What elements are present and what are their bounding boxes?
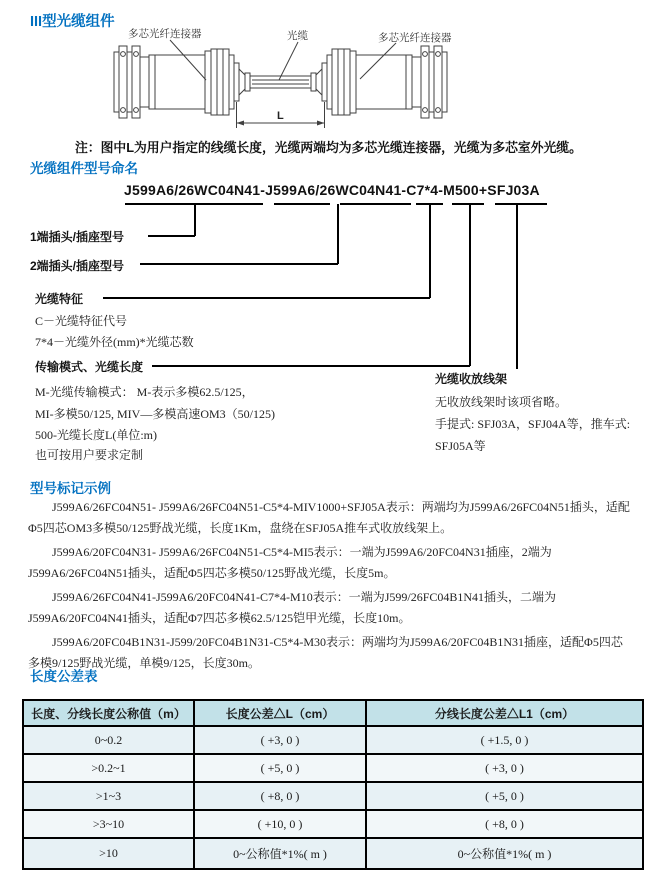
- cable-label: 光缆: [287, 30, 308, 42]
- table-cell: ( +10, 0 ): [194, 810, 366, 838]
- table-cell: ( +1.5, 0 ): [366, 726, 643, 754]
- cable-feature-line2: 7*4－光缆外径(mm)*光缆芯数: [35, 335, 194, 349]
- cable-feature-line1: C－光缆特征代号: [35, 314, 128, 328]
- model-breakdown-diagram: [0, 180, 659, 465]
- transmission-line3: 500-光缆长度L(单位:m): [35, 428, 157, 442]
- table-cell: 0~0.2: [23, 726, 194, 754]
- figure-note: 注：图中L为用户指定的线缆长度，光缆两端均为多芯光缆连接器，光缆为多芯室外光缆。: [75, 140, 582, 155]
- right-connector-label: 多芯光纤连接器: [378, 32, 452, 44]
- table-cell: >0.2~1: [23, 754, 194, 782]
- col-header-branch-tolerance: 分线长度公差△L1（cm）: [366, 700, 643, 726]
- page-title: III型光缆组件: [30, 14, 115, 30]
- example-paragraph: J599A6/20FC04N31- J599A6/26FC04N51-C5*4-MI5表示：一端为J599A6/20FC04N31插座，2端为J599A6/26FC04N51插头，适配Φ5四芯多模50/125野战光缆，长度5m。: [28, 545, 552, 580]
- reel-title: 光缆收放线架: [435, 372, 508, 386]
- cable-feature-title: 光缆特征: [35, 292, 84, 306]
- model-number: J599A6/26WC04N41-J599A6/26WC04N41-C7*4-M500+SFJ03A: [124, 182, 540, 198]
- example-paragraph: J599A6/26FC04N51- J599A6/26FC04N51-C5*4-MIV1000+SFJ05A表示：两端均为J599A6/26FC04N51插头，适配Φ5四芯OM3多模50/125野战光缆，长度1Km，盘绕在SFJ05A推车式收放线架上。: [28, 500, 630, 535]
- table-cell: >1~3: [23, 782, 194, 810]
- transmission-line1: M-光缆传输模式： M-表示多模62.5/125，: [35, 385, 254, 399]
- left-connector-label: 多芯光纤连接器: [128, 28, 202, 40]
- table-row: [23, 754, 643, 782]
- table-row: [23, 782, 643, 810]
- end1-connector-label: 1端插头/插座型号: [30, 230, 125, 244]
- col-header-nominal-length: 长度、分线长度公称值（m）: [23, 700, 194, 726]
- examples-section-heading: 型号标记示例: [30, 481, 111, 496]
- table-row: [23, 838, 643, 869]
- right-connector: [311, 46, 447, 118]
- transmission-title: 传输模式、光缆长度: [35, 360, 144, 374]
- table-cell: ( +8, 0 ): [194, 782, 366, 810]
- table-header-row: [23, 700, 643, 726]
- example-paragraph: J599A6/26FC04N41-J599A6/20FC04N41-C7*4-M10表示：一端为J599/26FC04B1N41插头，二端为J599A6/20FC04N41插头，适配Φ7四芯多模62.5/125铠甲光缆，长度10m。: [28, 590, 557, 625]
- table-cell: ( +3, 0 ): [366, 754, 643, 782]
- table-cell: ( +5, 0 ): [194, 754, 366, 782]
- table-cell: 0~公称值*1%( m ): [194, 838, 366, 869]
- reel-line3: SFJ05A等: [435, 439, 486, 453]
- examples-block: [28, 497, 634, 677]
- table-cell: ( +8, 0 ): [366, 810, 643, 838]
- tolerance-section-heading: 长度公差表: [30, 669, 98, 684]
- table-cell: >3~10: [23, 810, 194, 838]
- length-tolerance-table: [22, 699, 644, 870]
- left-connector: [114, 46, 250, 118]
- transmission-line4: 也可按用户要求定制: [35, 448, 144, 462]
- reel-line2: 手提式: SFJ03A，SFJ04A等，推车式:: [435, 417, 631, 431]
- col-header-length-tolerance: 长度公差△L（cm）: [194, 700, 366, 726]
- end2-connector-label: 2端插头/插座型号: [30, 259, 125, 273]
- table-cell: 0~公称值*1%( m ): [366, 838, 643, 869]
- dimension-label: L: [277, 110, 284, 122]
- naming-section-heading: 光缆组件型号命名: [30, 161, 138, 176]
- transmission-line2: MI-多模50/125, MIV—多模高速OM3（50/125): [35, 407, 275, 421]
- table-cell: >10: [23, 838, 194, 869]
- table-cell: ( +3, 0 ): [194, 726, 366, 754]
- table-row: [23, 810, 643, 838]
- reel-line1: 无收放线架时该项省略。: [435, 395, 568, 409]
- table-cell: ( +5, 0 ): [366, 782, 643, 810]
- example-paragraph: J599A6/20FC04B1N31-J599/20FC04B1N31-C5*4-M30表示：两端均为J599A6/20FC04B1N31插座，适配Φ5四芯多模9/125野战光缆，单模9/125，长度30m。: [28, 635, 623, 670]
- cable-assembly-drawing: [108, 24, 453, 136]
- table-row: [23, 726, 643, 754]
